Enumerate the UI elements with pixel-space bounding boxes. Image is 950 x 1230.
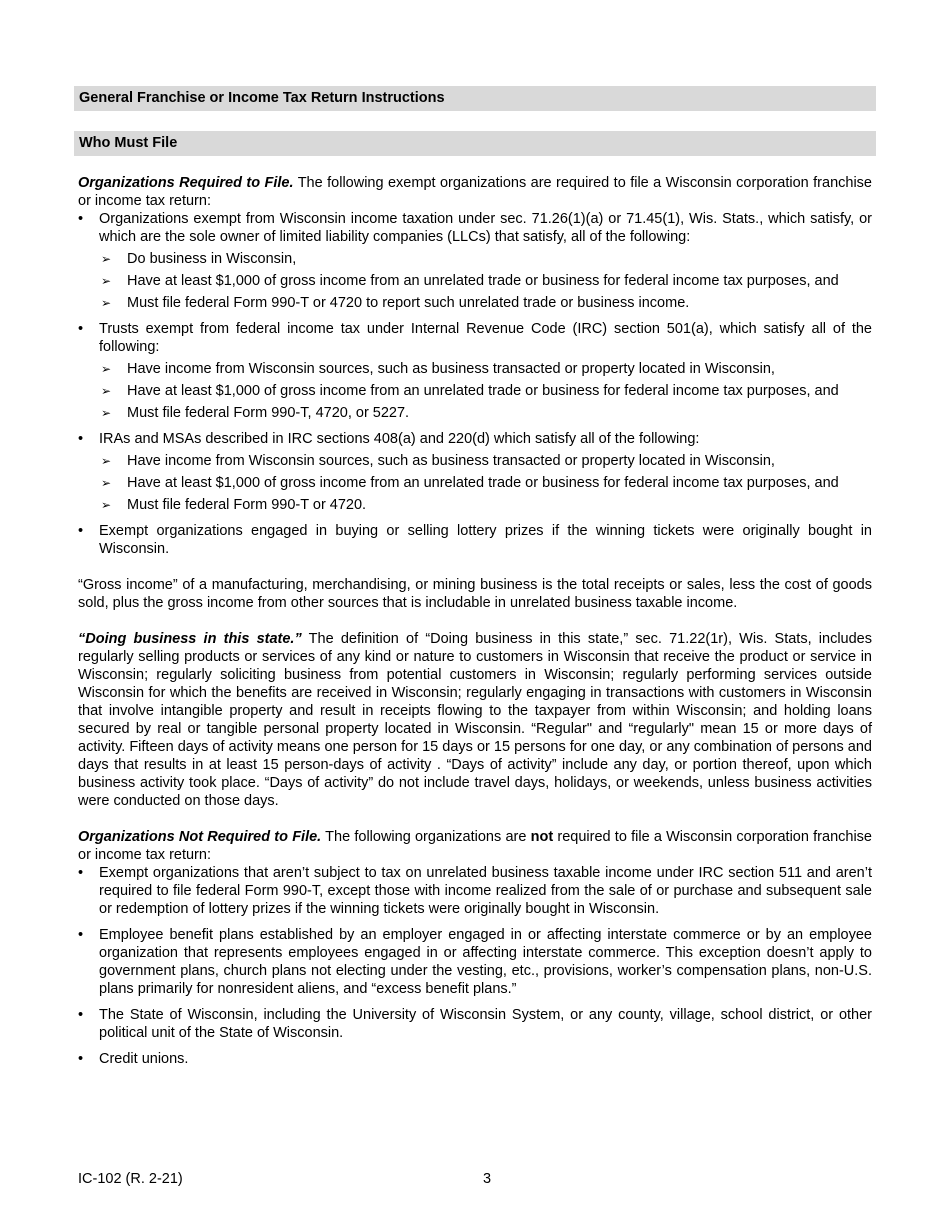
form-number: IC-102 (R. 2-21) (78, 1171, 183, 1187)
list-item (78, 522, 872, 558)
required-intro (78, 174, 872, 210)
list-item (78, 430, 872, 514)
required-list (78, 210, 872, 558)
list-item-text: IRAs and MSAs described in IRC sections 408(a) and 220(d) which satisfy all of the following: (99, 431, 700, 447)
sub-list (99, 360, 872, 422)
list-item (78, 210, 872, 312)
list-item (78, 320, 872, 422)
list-item-text: Exempt organizations engaged in buying or selling lottery prizes if the winning tickets were originally bought in Wisconsin. (99, 523, 872, 557)
not-emphasis: not (530, 829, 554, 845)
not-required-text-b: required to file a Wisconsin corporation franchise or income tax return: (78, 829, 872, 863)
not-required-list (78, 864, 872, 1068)
doing-business-paragraph (78, 630, 872, 810)
sub-list-item: ➢ Have at least $1,000 of gross income from an unrelated trade or business for federal income tax purposes, and (99, 272, 872, 290)
doing-business-text: The definition of “Doing business in this state,” sec. 71.22(1r), Wis. Stats, includes regularly selling products or services of any kind or nature to customers in Wisconsin that receive the product or service in Wisconsin; regularly soliciting business from potential customers in Wisconsin; regularly performing services outside Wisconsin for which the benefits are received in Wisconsin; regularly engaging in transactions with customers in Wisconsin that involve intangible property and result in receipts flowing to the taxpayer from within Wisconsin; and holding loans secured by real or tangible personal property located in Wisconsin. “Regular" and “regularly" mean 15 or more days of activity. Fifteen days of activity means one person for 15 days or 15 persons for one day, or any combination of persons and days that results in at least 15 person-days of activity . “Days of activity” include any day, or portion thereof, upon which business activity took place. “Days of activity” do not include travel days, holidays, or weekends, unless business activities were conducted on those days. (78, 631, 872, 809)
sub-list-item: ➢ Must file federal Form 990-T, 4720, or 5227. (99, 404, 872, 422)
document-page (78, 86, 872, 1068)
required-lead: Organizations Required to File. (78, 175, 294, 191)
list-item-text: Trusts exempt from federal income tax under Internal Revenue Code (IRC) section 501(a), which satisfy all of the following: (99, 321, 872, 355)
sub-list-item: ➢ Must file federal Form 990-T or 4720. (99, 496, 872, 514)
list-item: • Employee benefit plans established by an employer engaged in or affecting interstate commerce or by an employee organization that represents employees engaged in or affecting interstate commerce. This exception doesn’t apply to government plans, church plans not electing under the vesting, etc., provisions, worker’s compensation plans, non-U.S. plans primarily for nonresident aliens, and “excess benefit plans.” (78, 926, 872, 998)
sub-list-item: ➢ Have at least $1,000 of gross income from an unrelated trade or business for federal income tax purposes, and (99, 474, 872, 492)
sub-list-item: ➢ Have at least $1,000 of gross income from an unrelated trade or business for federal income tax purposes, and (99, 382, 872, 400)
doing-business-lead: “Doing business in this state.” (78, 631, 302, 647)
sub-list (99, 452, 872, 514)
list-item: • The State of Wisconsin, including the University of Wisconsin System, or any county, village, school district, or other political unit of the State of Wisconsin. (78, 1006, 872, 1042)
required-text: The following exempt organizations are required to file a Wisconsin corporation franchise or income tax return: (78, 175, 872, 209)
gross-income-paragraph: “Gross income” of a manufacturing, merchandising, or mining business is the total receipts or sales, less the cost of goods sold, plus the gross income from other sources that is includable in unrelated business taxable income. (78, 577, 872, 611)
sub-list-item: ➢ Have income from Wisconsin sources, such as business transacted or property located in Wisconsin, (99, 360, 872, 378)
list-item: • Exempt organizations that aren’t subject to tax on unrelated business taxable income under IRC section 511 and aren’t required to file federal Form 990-T, except those with income realized from the sale of or purchase and subsequent sale or redemption of lottery prizes if the winning tickets were originally bought in Wisconsin. (78, 864, 872, 918)
sub-list-item: ➢ Do business in Wisconsin, (99, 250, 872, 268)
page-number: 3 (483, 1171, 492, 1187)
sub-list (99, 250, 872, 312)
not-required-lead: Organizations Not Required to File. (78, 829, 322, 845)
not-required-intro (78, 828, 872, 864)
section-header-who-must-file: Who Must File (74, 131, 876, 156)
sub-list-item: ➢ Have income from Wisconsin sources, such as business transacted or property located in Wisconsin, (99, 452, 872, 470)
not-required-text-a: The following organizations are (321, 829, 531, 845)
page-footer (78, 1170, 872, 1188)
sub-list-item: ➢ Must file federal Form 990-T or 4720 to report such unrelated trade or business income. (99, 294, 872, 312)
list-item: • Credit unions. (78, 1050, 872, 1068)
list-item-text: Organizations exempt from Wisconsin income taxation under sec. 71.26(1)(a) or 71.45(1), Wis. Stats., which satisfy, or which are the sole owner of limited liability companies (LLCs) that satisfy, all of the following: (99, 211, 872, 245)
section-header-general: General Franchise or Income Tax Return Instructions (74, 86, 876, 111)
